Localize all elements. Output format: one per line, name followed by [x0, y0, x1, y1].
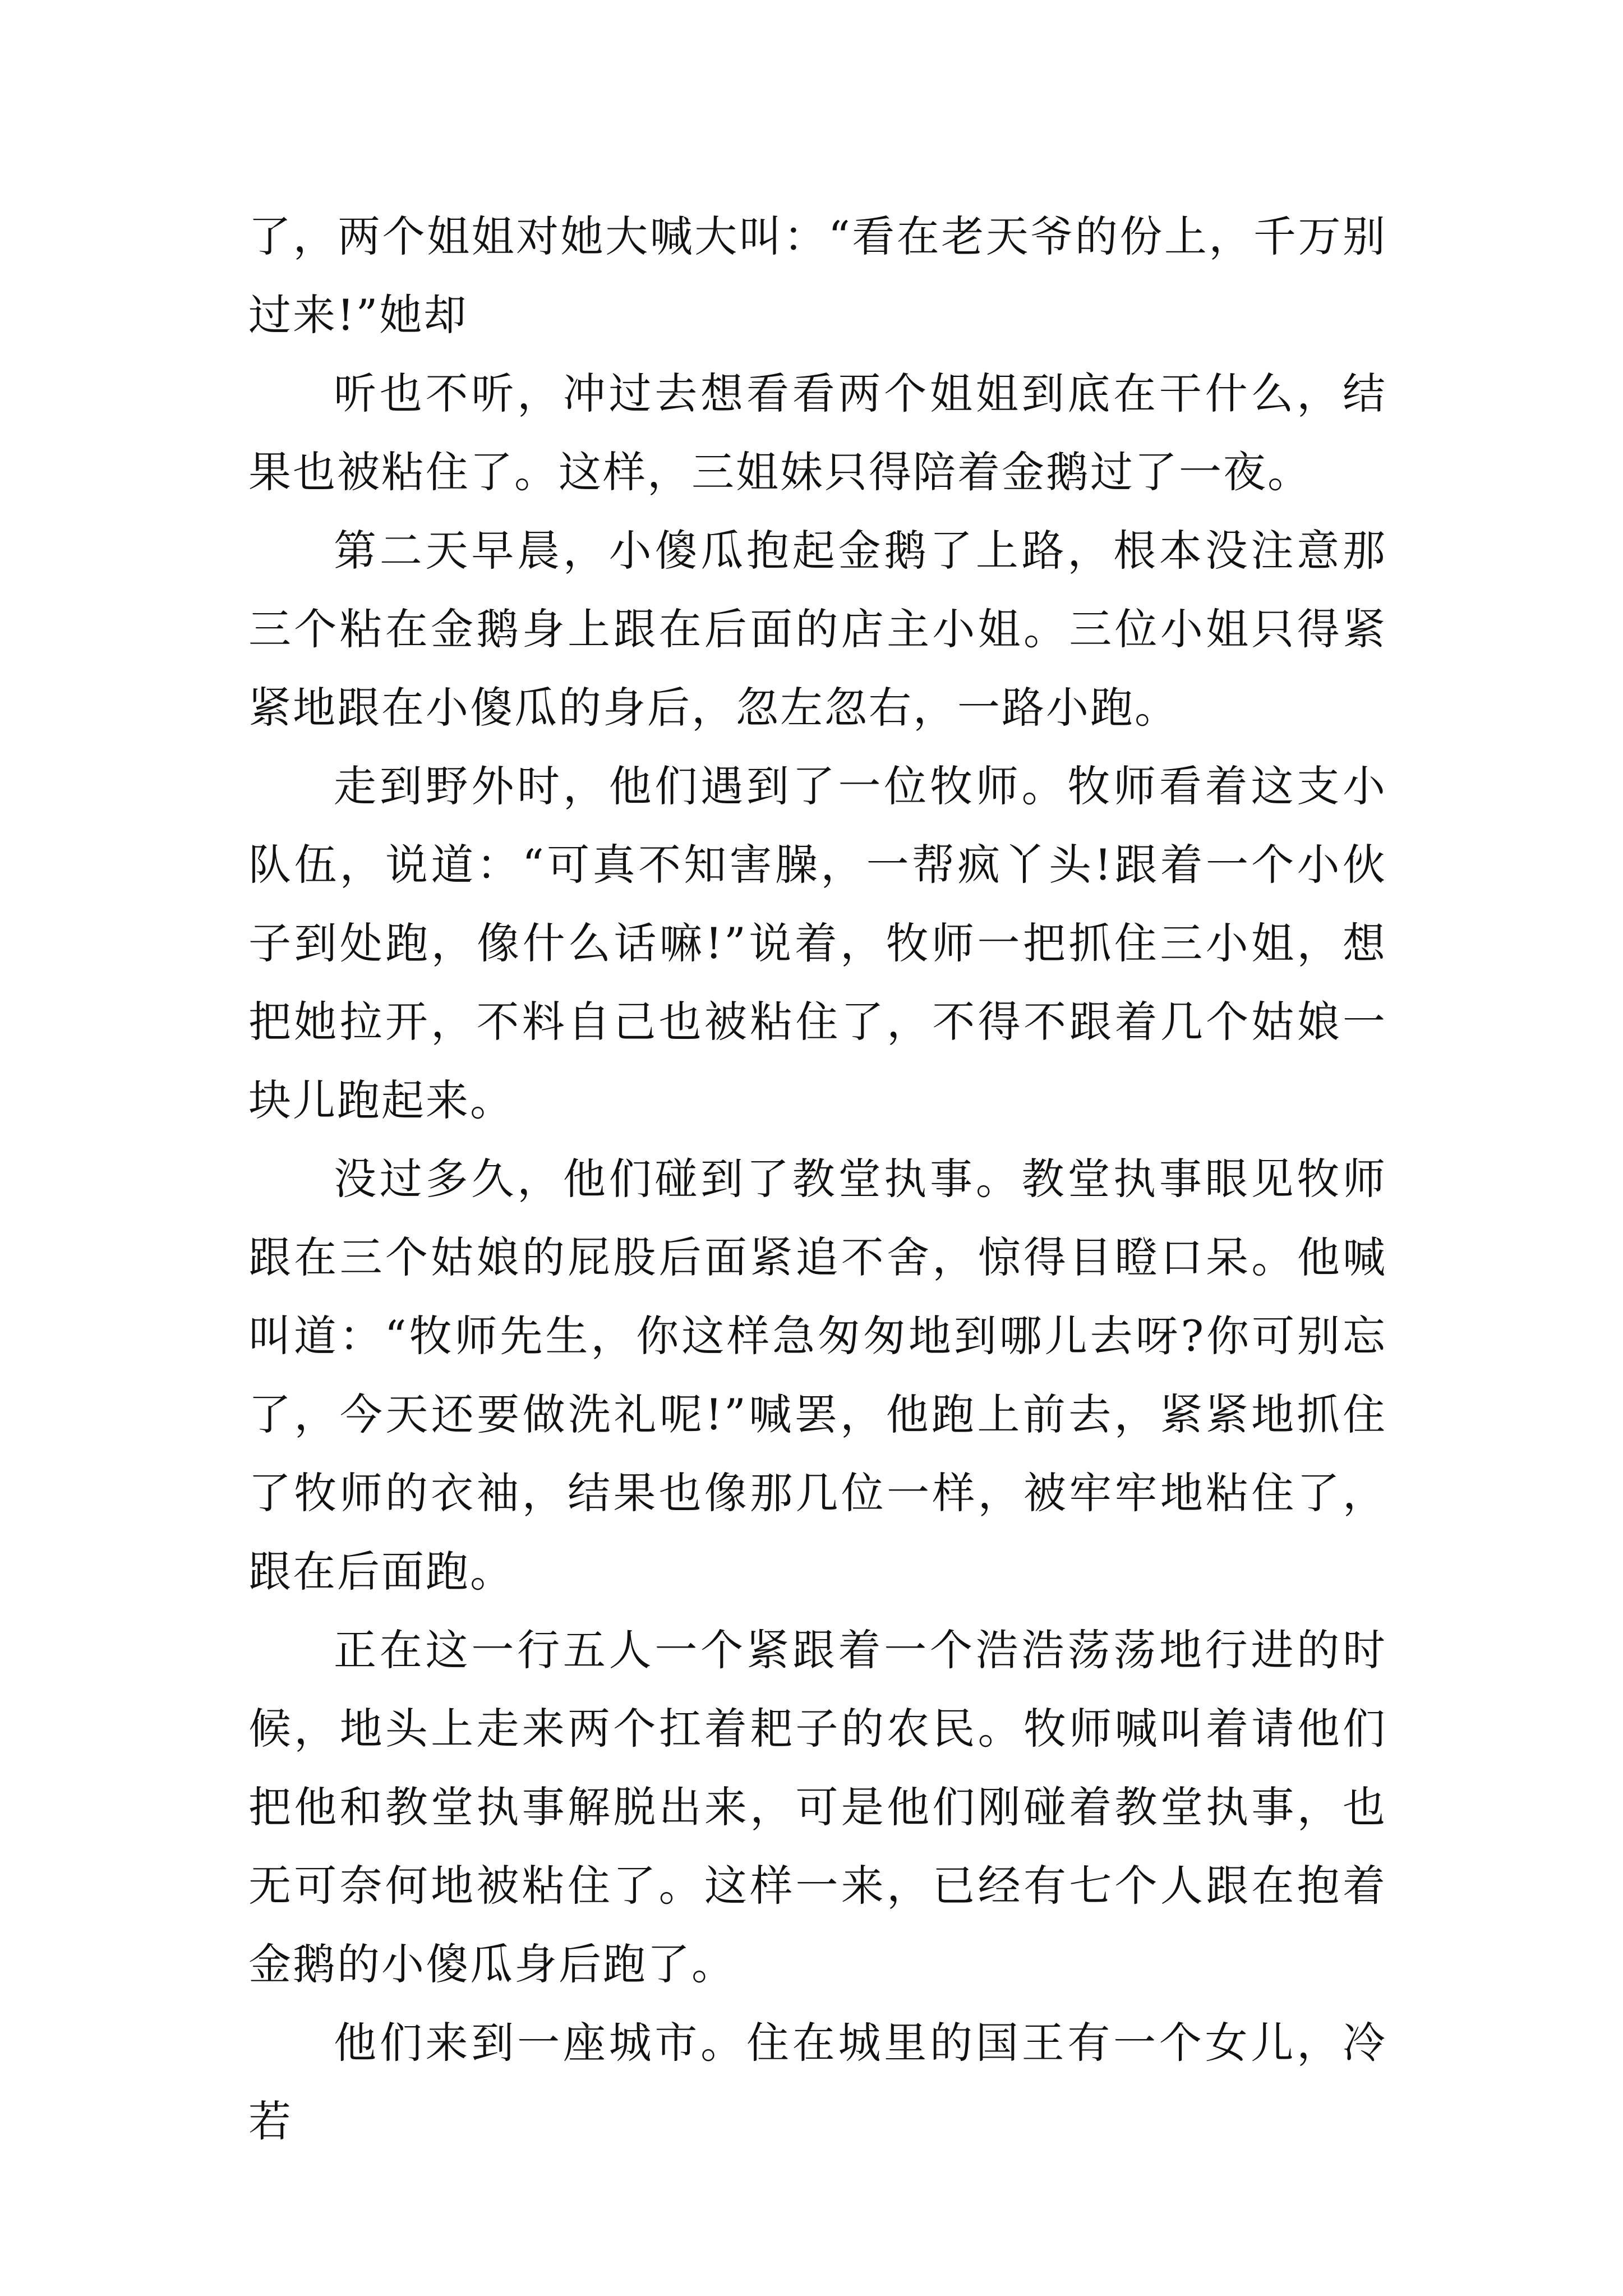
paragraph-1: 了，两个姐姐对她大喊大叫：“看在老天爷的份上，千万别过来!”她却 [248, 211, 1387, 340]
paragraph-5: 没过多久，他们碰到了教堂执事。教堂执事眼见牧师跟在三个姑娘的屁股后面紧追不舍，惊得目瞪口呆。他喊叫道：“牧师先生，你这样急匆匆地到哪儿去呀?你可别忘了，今天还要做洗礼呢!”喊罢，他跑上前去，紧紧地抓住了牧师的衣袖，结果也像那几位一样，被牢牢地粘住了，跟在后面跑。 [248, 1154, 1387, 1596]
paragraph-7: 他们来到一座城市。住在城里的国王有一个女儿，冷若 [248, 2018, 1387, 2146]
paragraph-6: 正在这一行五人一个紧跟着一个浩浩荡荡地行进的时候，地头上走来两个扛着耙子的农民。牧师喊叫着请他们把他和教堂执事解脱出来，可是他们刚碰着教堂执事，也无可奈何地被粘住了。这样一来，已经有七个人跟在抱着金鹅的小傻瓜身后跑了。 [248, 1625, 1387, 1989]
paragraph-2: 听也不听，冲过去想看看两个姐姐到底在干什么，结果也被粘住了。这样，三姐妹只得陪着金鹅过了一夜。 [248, 369, 1387, 497]
paragraph-3: 第二天早晨，小傻瓜抱起金鹅了上路，根本没注意那三个粘在金鹅身上跟在后面的店主小姐。三位小姐只得紧紧地跟在小傻瓜的身后，忽左忽右，一路小跑。 [248, 526, 1387, 733]
story-text [248, 197, 1387, 2161]
paragraph-4: 走到野外时，他们遇到了一位牧师。牧师看着这支小队伍，说道：“可真不知害臊，一帮疯丫头!跟着一个小伙子到处跑，像什么话嘛!”说着，牧师一把抓住三小姐，想把她拉开，不料自己也被粘住了，不得不跟着几个姑娘一块儿跑起来。 [248, 761, 1387, 1125]
